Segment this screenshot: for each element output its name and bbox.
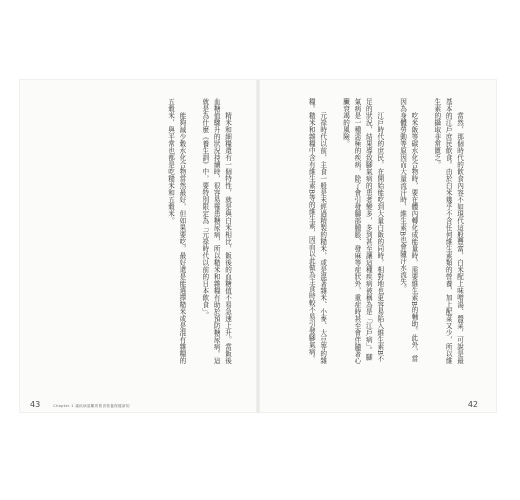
paragraph: 吃米飯等碳水化合物時，要在體內轉化成能量時，需要維生素B的輔助。此外，當因為身體勞動等原因而大量流汗時，維生素B也會隨汗水流失。: [398, 98, 418, 363]
paragraph: 當然，那個時代的飲食內容不如現代這般豐富，白米配上味噌湯、醬菜，可說是最基本的江戶庶民飲食。由於白米幾乎不含任何維生素類的營養，加上配菜又少，所以維生素的攝取非常匱乏。: [432, 98, 464, 364]
paragraph: 江戶時代的庶民，在開始能吃到大量白飯的同時，相對地也更容易陷入維生素B不足的狀況，結果導致腳氣病的患者變多，多到甚至讓這種疾病被稱為是「江戶病」。腳氣病是一種惡極的疾病，除了會引發腳部腫脹、發麻等症狀外，重症時甚至會伴隨著心臟衰竭的風險。: [341, 98, 384, 364]
running-head: Chapter 1 讓疾病遠離的飲食營養保健新知: [53, 404, 130, 408]
left-page-body: [108, 98, 244, 366]
left-page: [20, 80, 258, 412]
page-number: 42: [467, 400, 478, 409]
page-number: 43: [30, 400, 41, 409]
book-spread: [20, 80, 496, 412]
right-page: [258, 80, 496, 412]
left-folio: [30, 392, 130, 411]
paragraph: 能夠減少穀水化合物當然最好，但如果要吃，最好還是能選擇糙米或是混有雜糧的五穀米，與平常也都是吃糙米和五穀米。: [166, 98, 186, 364]
right-page-body: [286, 98, 476, 366]
paragraph: 元祿時代以前，主食一般是未經過精製的糙米，或是混著雜米、小麥、大豆等的雜糧。糙米和雜糧中含有維生素B等的維生素，因而以此做為主食時較不易引發腳氣病。: [307, 98, 327, 364]
paragraph: 精米和細糧還有一個特性，就是與白米相比，飯後的血糖值不易急速上升。當飯後血糖值驟升的狀況持續時，很容易罹患糖尿病，所以糙米和雜糧有助於預防糖尿病。這就是為什麼《養生訓》中，要特別限定為「元祿時代以前的日本飲食」。: [200, 98, 232, 364]
right-folio: [468, 392, 478, 411]
